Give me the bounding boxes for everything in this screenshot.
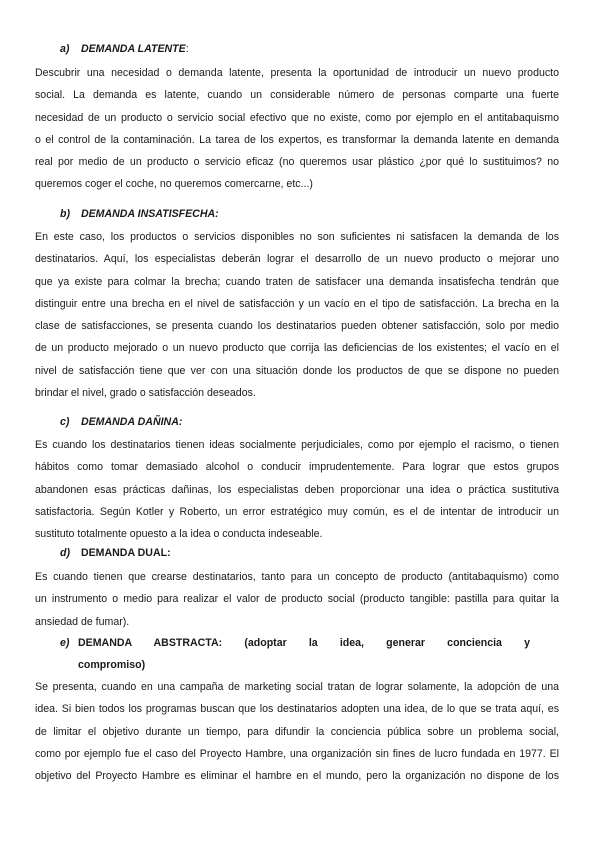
- paragraph-line: un instrumento o medio para realizar el valor de producto social (producto tangible: pastilla para quitar la: [35, 593, 559, 606]
- section-c-title: DEMANDA DAÑINA:: [80, 416, 183, 428]
- section-e-heading: [60, 632, 530, 676]
- paragraph-line: real por medio de un producto o servicio eficaz (no queremos usar plástico ¿por qué lo sustituimos? no: [35, 156, 559, 169]
- paragraph-line: ansiedad de fumar).: [35, 615, 130, 628]
- section-d-heading: [60, 547, 171, 559]
- paragraph-line: brindar el nivel, grado o satisfacción deseados.: [35, 387, 256, 400]
- paragraph-line: Es cuando los destinatarios tienen ideas socialmente perjudiciales, como por ejemplo el racismo, o tienen: [35, 439, 559, 451]
- section-a-title: DEMANDA LATENTE: [80, 43, 186, 55]
- section-b-paragraph: [35, 226, 559, 404]
- paragraph-line: nivel de satisfacción tiene que ver con una situación donde los productos de que se dispone no pueden: [35, 364, 559, 377]
- section-c-paragraph: [35, 434, 559, 545]
- section-b-label: b): [60, 208, 70, 220]
- paragraph-line: como por ejemplo fue el caso del Proyecto Hambre, una organización sin fines de lucro fundada en 1977. El: [35, 747, 559, 760]
- section-e-title-line2: compromiso): [78, 659, 146, 671]
- paragraph-line: social. La demanda es latente, cuando un considerable número de personas comparte una fuerte: [35, 89, 559, 102]
- section-c-label: c): [60, 416, 70, 428]
- paragraph-line: abandonen esas prácticas dañinas, los especialistas deben proporcionar una idea o práctica sustitutiva: [35, 483, 559, 496]
- section-a-label: a): [60, 43, 70, 55]
- section-b-heading: [60, 208, 219, 220]
- paragraph-line: idea. Si bien todos los programas buscan que los destinatarios adopten una idea, de lo que se trata aquí, es: [35, 703, 559, 716]
- paragraph-line: hábitos como tomar demasiado alcohol o conducir imprudentemente. Para lograr que estos grupos: [35, 461, 559, 474]
- paragraph-line: destinatarios. Aquí, los especialistas deberán lograr el desarrollo de un nuevo producto o mejorar uno: [35, 253, 559, 266]
- paragraph-line: o el control de la contaminación. La tarea de los expertos, es transformar la demanda latente en demanda: [35, 133, 559, 146]
- paragraph-line: sustituto totalmente opuesto a la idea o conducta indeseable.: [35, 528, 323, 541]
- section-d-label: d): [60, 547, 70, 559]
- section-b-title: DEMANDA INSATISFECHA:: [80, 208, 219, 220]
- section-d-title: DEMANDA DUAL:: [80, 547, 171, 559]
- section-e-paragraph: [35, 676, 559, 787]
- section-c-heading: [60, 416, 182, 428]
- paragraph-line: distinguir entre una brecha en el nivel de satisfacción y un vacío en el tipo de satisfacción. La brecha en la: [35, 297, 559, 310]
- paragraph-line: objetivo del Proyecto Hambre es eliminar el hambre en el mundo, pero la organización no dispone de los: [35, 770, 559, 783]
- paragraph-line: Es cuando tienen que crearse destinatarios, tanto para un concepto de producto (antitabaquismo) como: [35, 571, 559, 583]
- paragraph-line: queremos coger el coche, no queremos comercarne, etc...): [35, 178, 313, 191]
- paragraph-line: clase de satisfacciones, se presenta cuando los destinatarios pueden obtener satisfacción, solo por medio: [35, 320, 559, 333]
- section-a-title-suffix: :: [185, 43, 189, 55]
- section-e-title-line1: DEMANDA ABSTRACTA: (adoptar la idea, generar conciencia y: [78, 637, 530, 649]
- section-a-heading: [60, 43, 189, 55]
- paragraph-line: de un producto mejorado o un nuevo producto que corrija las deficiencias de los existentes; el vacío en el: [35, 342, 559, 355]
- paragraph-line: de limitar el objetivo durante un tiempo, para difundir la conciencia pública sobre un problema social,: [35, 725, 559, 738]
- paragraph-line: satisfactoria. Según Kotler y Roberto, un error estratégico muy común, es el de intentar de introducir un: [35, 505, 559, 518]
- paragraph-line: necesidad de un producto o servicio social efectivo que no existe, como por ejemplo en el antitabaquismo: [35, 111, 559, 124]
- paragraph-line: Se presenta, cuando en una campaña de marketing social tratan de lograr solamente, la adopción de una: [35, 681, 559, 693]
- paragraph-line: En este caso, los productos o servicios disponibles no son suficientes ni satisfacen la demanda de los: [35, 231, 559, 243]
- paragraph-line: Descubrir una necesidad o demanda latente, presenta la oportunidad de introducir un nuevo producto: [35, 67, 559, 79]
- paragraph-line: que ya existe para colmar la brecha; cuando traten de satisfacer una demanda insatisfecha tendrán que: [35, 275, 559, 288]
- section-a-paragraph: [35, 62, 559, 196]
- section-e-label: e): [60, 637, 70, 649]
- section-d-paragraph: [35, 566, 559, 633]
